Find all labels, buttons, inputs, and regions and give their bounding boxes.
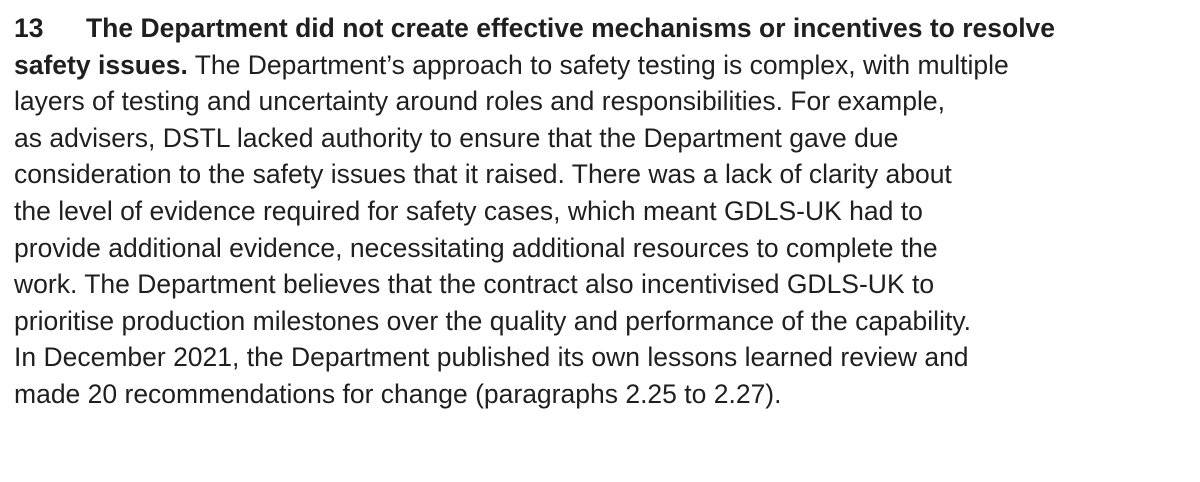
- paragraph-line-9: prioritise production milestones over the quality and performance of the capability.: [14, 305, 971, 336]
- paragraph-line-6: the level of evidence required for safety cases, which meant GDLS-UK had to: [14, 195, 923, 226]
- paragraph-number: 13: [14, 13, 44, 43]
- paragraph-line-1: [14, 10, 1194, 47]
- paragraph-line-7: provide additional evidence, necessitating additional resources to complete the: [14, 232, 938, 263]
- paragraph-heading-part-2: safety issues.: [14, 49, 188, 80]
- numbered-paragraph: [14, 10, 1194, 413]
- paragraph-line-11: made 20 recommendations for change (paragraphs 2.25 to 2.27).: [14, 378, 782, 409]
- paragraph-line-4: as advisers, DSTL lacked authority to ensure that the Department gave due: [14, 122, 899, 153]
- paragraph-heading-part-1: The Department did not create effective mechanisms or incentives to resolve: [86, 13, 1056, 43]
- paragraph-line-3: layers of testing and uncertainty around roles and responsibilities. For example,: [14, 86, 945, 117]
- paragraph-line-10: In December 2021, the Department published its own lessons learned review and: [14, 342, 969, 373]
- paragraph-line-2: [14, 47, 1194, 84]
- paragraph-body-start: The Department’s approach to safety testing is complex, with multiple: [194, 49, 1009, 80]
- paragraph-line-5: consideration to the safety issues that it raised. There was a lack of clarity about: [14, 159, 952, 190]
- paragraph-line-8: work. The Department believes that the contract also incentivised GDLS-UK to: [14, 269, 935, 300]
